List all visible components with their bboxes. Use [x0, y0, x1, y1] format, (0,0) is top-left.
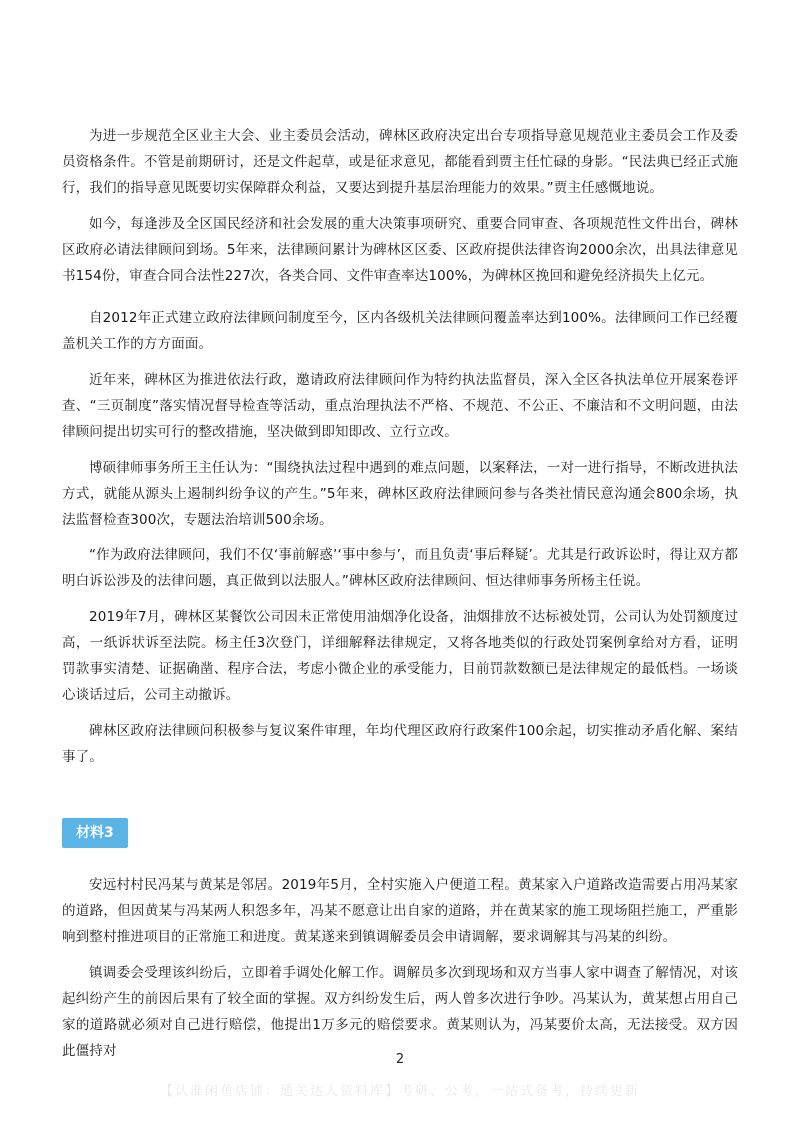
body-paragraph: “作为政府法律顾问，我们不仅‘事前解惑’‘事中参与’，而且负责‘事后释疑’。尤其是行政诉讼时，得让双方都明白诉讼涉及的法律问题，真正做到以法服人。”碑林区政府法律顾问、恒达律师事务所杨主任说。: [62, 547, 738, 589]
material-paragraph: 镇调委会受理该纠纷后，立即着手调处化解工作。调解员多次到现场和双方当事人家中调查了解情况，对该起纠纷产生的前因后果有了较全面的掌握。双方纠纷发生后，两人曾多次进行争吵。冯某认为，黄某想占用自己家的道路就必须对自己进行赔偿，他提出1万多元的赔偿要求。黄某则认为，冯某要价太高，无法接受。双方因此僵持对: [62, 965, 738, 1059]
body-paragraph: 博硕律师事务所王主任认为：“围绕执法过程中遇到的难点问题，以案释法，一对一进行指导，不断改进执法方式，就能从源头上遏制纠纷争议的产生。”5年来，碑林区政府法律顾问参与各类社情民意沟通会800余场，执法监督检查300次，专题法治培训500余场。: [62, 460, 738, 528]
watermark-text: 【认准闲鱼店铺：通关达人资料库】考研、公考，一站式备考，持续更新: [159, 1084, 640, 1099]
body-paragraph: 碑林区政府法律顾问积极参与复议案件审理，年均代理区政府行政案件100余起，切实推动矛盾化解、案结事了。: [62, 723, 738, 765]
body-paragraph: 为进一步规范全区业主大会、业主委员会活动，碑林区政府决定出台专项指导意见规范业主委员会工作及委员资格条件。不管是前期研讨，还是文件起草，或是征求意见，都能看到贾主任忙碌的身影。“民法典已经正式施行，我们的指导意见既要切实保障群众利益，又要达到提升基层治理能力的效果。”贾主任感慨地说。: [62, 128, 738, 196]
body-paragraph: 如今，每逢涉及全区国民经济和社会发展的重大决策事项研究、重要合同审查、各项规范性文件出台，碑林区政府必请法律顾问到场。5年来，法律顾问累计为碑林区区委、区政府提供法律咨询2000余次，出具法律意见书154份，审查合同合法性227次，各类合同、文件审查率达100%，为碑林区挽回和避免经济损失上亿元。: [62, 216, 738, 284]
body-paragraph: 2019年7月，碑林区某餐饮公司因未正常使用油烟净化设备，油烟排放不达标被处罚，公司认为处罚额度过高，一纸诉状诉至法院。杨主任3次登门，详细解释法律规定，又将各地类似的行政处罚案例拿给对方看，证明罚款事实清楚、证据确凿、程序合法，考虑小微企业的承受能力，目前罚款数额已是法律规定的最低档。一场谈心谈话过后，公司主动撤诉。: [62, 609, 738, 703]
page-number: 2: [395, 1052, 405, 1067]
body-paragraph: 自2012年正式建立政府法律顾问制度至今，区内各级机关法律顾问覆盖率达到100%。法律顾问工作已经覆盖机关工作的方方面面。: [62, 310, 738, 352]
material-section-tag: 材料3: [62, 818, 128, 848]
body-paragraph: 近年来，碑林区为推进依法行政，邀请政府法律顾问作为特约执法监督员，深入全区各执法单位开展案卷评查、“三页制度”落实情况督导检查等活动，重点治理执法不严格、不规范、不公正、不廉洁和不文明问题，由法律顾问提出切实可行的整改措施，坚决做到即知即改、立行立改。: [62, 372, 738, 440]
material-paragraph: 安远村村民冯某与黄某是邻居。2019年5月，全村实施入户便道工程。黄某家入户道路改造需要占用冯某家的道路，但因黄某与冯某两人积怨多年，冯某不愿意让出自家的道路，并在黄某家的施工现场阻拦施工，严重影响到整村推进项目的正常施工和进度。黄某遂来到镇调解委员会申请调解，要求调解其与冯某的纠纷。: [62, 877, 738, 945]
